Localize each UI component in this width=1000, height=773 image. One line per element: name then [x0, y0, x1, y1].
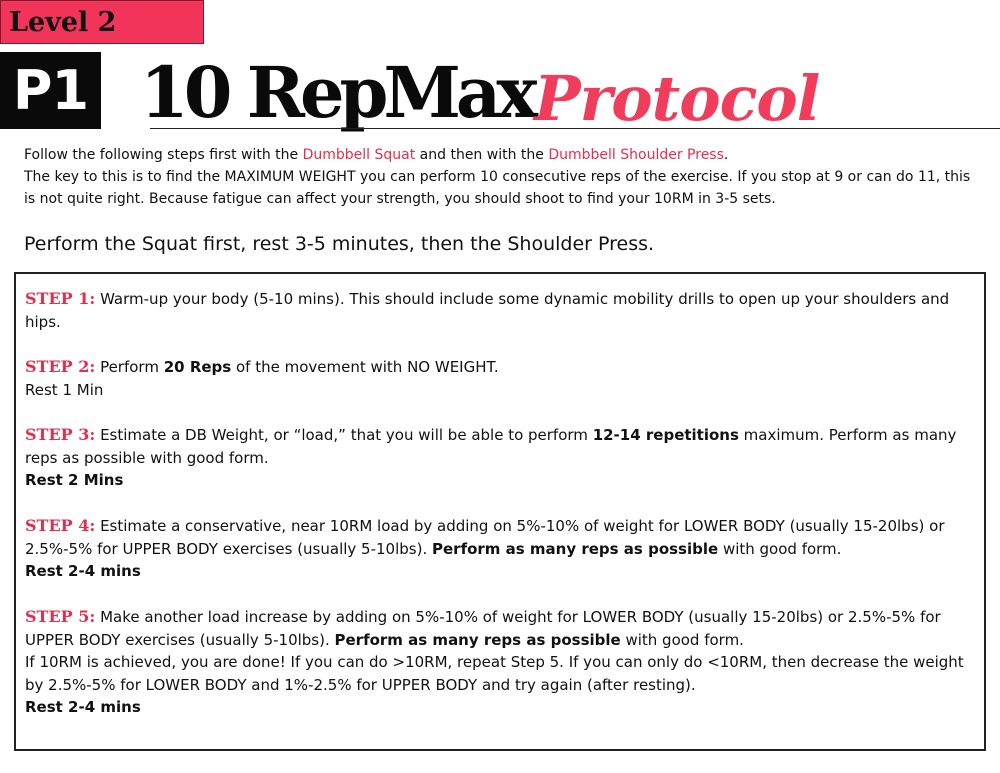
- step-3-rest: Rest 2 Mins: [25, 471, 124, 489]
- exercise-squat: Dumbbell Squat: [302, 147, 416, 163]
- step-3-pre: Estimate a DB Weight, or “load,” that you will be able to perform: [95, 426, 593, 444]
- step-4-pre: Estimate a conservative, near 10RM load by adding on 5%-10% of weight for LOWER BODY (usually 15-20lbs) or 2.5%-5% for UPPER BODY exercises (usually 5-10lbs).: [25, 517, 945, 558]
- step-2-label: STEP 2:: [25, 357, 96, 376]
- step-2-rest: Rest 1 Min: [25, 380, 104, 399]
- step-4: [25, 515, 977, 583]
- level-badge: Level 2: [0, 0, 204, 44]
- steps-panel: [14, 272, 986, 751]
- intro-paragraph: The key to this is to find the MAXIMUM WEIGHT you can perform 10 consecutive reps of the exercise. If you stop at 9 or can do 11, this is not quite right. Because fatigue can affect your strength, you should shoot to find your 10RM in 3-5 sets.: [24, 169, 971, 207]
- step-3-label: STEP 3:: [25, 425, 96, 444]
- step-3-post: maximum. Perform as many reps as possible with good form.: [25, 426, 957, 467]
- step-3-bold: 12-14 repetitions: [592, 426, 739, 444]
- step-4-post: with good form.: [718, 539, 842, 558]
- step-1-label: STEP 1:: [25, 289, 96, 308]
- intro-suffix: .: [723, 147, 729, 163]
- step-4-bold: Perform as many reps as possible: [432, 539, 719, 558]
- step-2-bold: 20 Reps: [163, 358, 232, 376]
- step-2-pre: Perform: [95, 358, 164, 376]
- step-2: [25, 356, 977, 401]
- intro-mid: and then with the: [415, 147, 549, 163]
- title-rule: [150, 128, 1000, 129]
- perform-order-text: Perform the Squat first, rest 3-5 minutes, then the Shoulder Press.: [24, 233, 655, 255]
- step-5-label: STEP 5:: [25, 607, 96, 626]
- step-3: [25, 424, 977, 492]
- step-5-pre: Make another load increase by adding on 5%-10% of weight for LOWER BODY (usually 15-20lbs) or 2.5%-5% for UPPER BODY exercises (usually 5-10lbs).: [25, 608, 941, 649]
- step-5-extra: If 10RM is achieved, you are done! If you can do >10RM, repeat Step 5. If you can only do <10RM, then decrease the weight by 2.5%-5% for LOWER BODY and 1%-2.5% for UPPER BODY and try again (after resting).: [25, 653, 964, 694]
- step-4-label: STEP 4:: [25, 516, 96, 535]
- step-5-post: with good form.: [620, 630, 744, 649]
- step-1: [25, 288, 977, 333]
- step-2-post: of the movement with NO WEIGHT.: [231, 358, 499, 376]
- intro-prefix: Follow the following steps first with the: [24, 147, 303, 163]
- step-5-bold: Perform as many reps as possible: [334, 630, 621, 649]
- page-title: 10 RepMax: [140, 51, 534, 134]
- exercise-shoulder-press: Dumbbell Shoulder Press: [548, 147, 724, 163]
- protocol-code: P1: [0, 52, 101, 129]
- step-1-text: Warm-up your body (5-10 mins). This should include some dynamic mobility drills to open up your shoulders and hips.: [25, 290, 950, 331]
- step-4-rest: Rest 2-4 mins: [25, 562, 141, 580]
- step-5: [25, 606, 977, 719]
- step-5-rest: Rest 2-4 mins: [25, 698, 141, 716]
- intro-text: [24, 144, 984, 210]
- page-title-script: Protocol: [534, 62, 820, 135]
